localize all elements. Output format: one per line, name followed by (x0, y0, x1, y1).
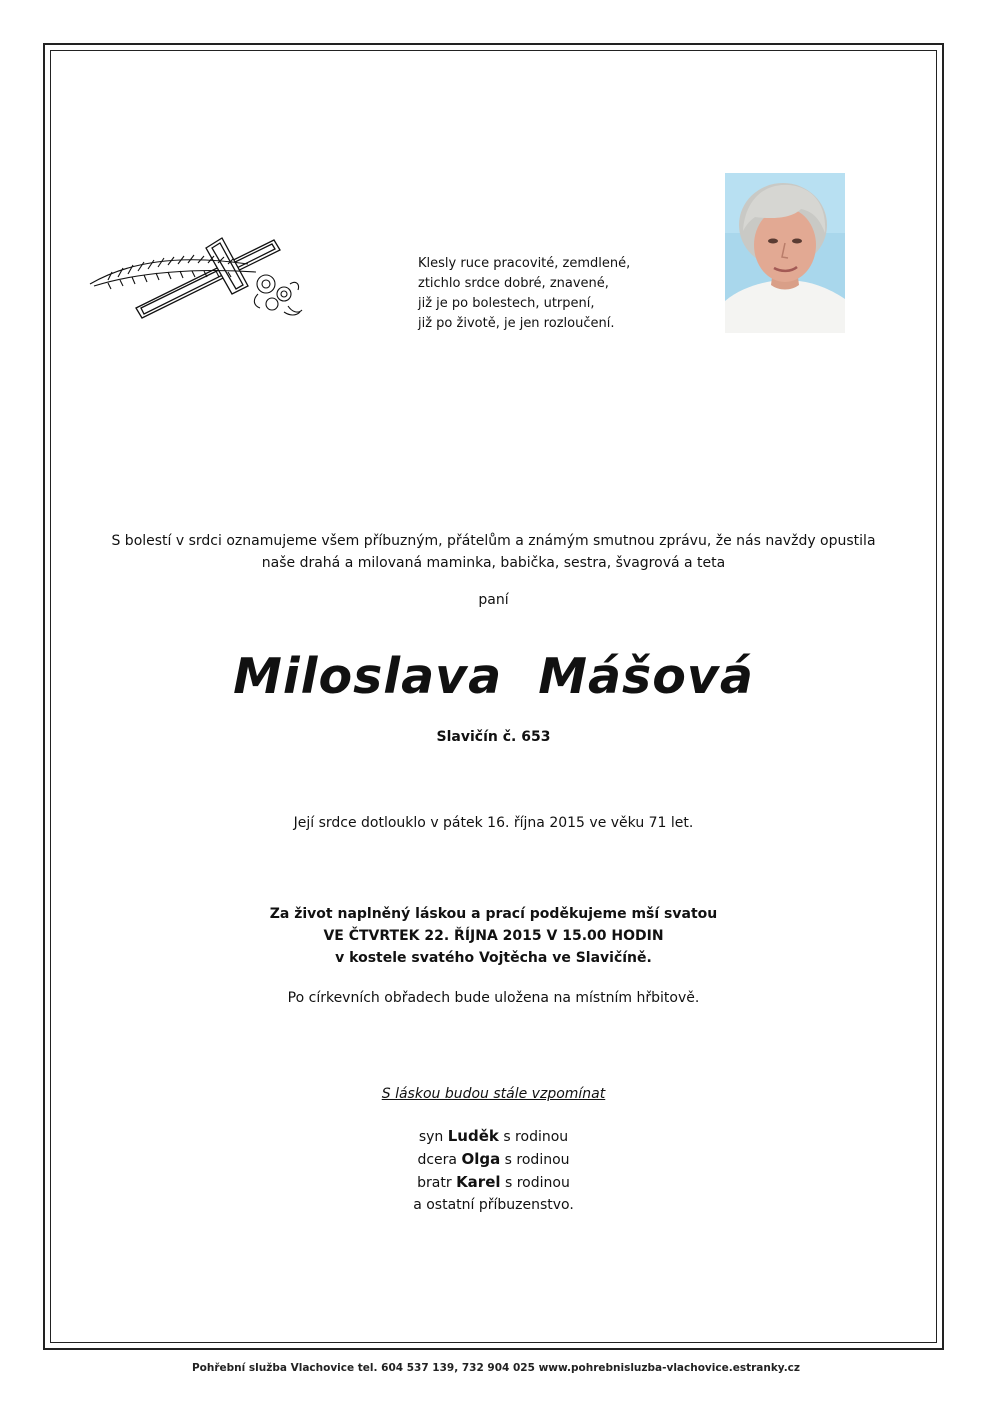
mourners-closing: a ostatní příbuzenstvo. (413, 1197, 574, 1213)
deceased-address: Slavičín č. 653 (436, 729, 551, 745)
mourner-name: Luděk (447, 1127, 499, 1145)
mourner-suffix: s rodinou (503, 1129, 569, 1145)
announcement-text (55, 530, 932, 574)
memory-heading: S láskou budou stále vzpomínat (381, 1086, 606, 1102)
funeral-line: v kostele svatého Vojtěcha ve Slavičíně. (335, 950, 652, 966)
mourner-relation: bratr (417, 1175, 452, 1191)
mourner-name: Olga (461, 1150, 501, 1168)
cross-with-palm-icon (88, 228, 310, 324)
portrait-photo (725, 173, 845, 333)
deceased-name: Miloslava Mášová (233, 648, 754, 705)
poem-line: již po životě, je jen rozloučení. (418, 316, 615, 331)
mourners-list (55, 1125, 932, 1216)
burial-notice: Po církevních obřadech bude uložena na místním hřbitově. (287, 990, 700, 1006)
mourner-suffix: s rodinou (504, 1175, 570, 1191)
memorial-poem (418, 254, 678, 334)
mourner-row (55, 1148, 932, 1171)
mourner-relation: syn (418, 1129, 444, 1145)
mourner-row (55, 1125, 932, 1148)
mourner-name: Karel (456, 1173, 501, 1191)
mourner-suffix: s rodinou (504, 1152, 570, 1168)
mourner-relation: dcera (417, 1152, 457, 1168)
funeral-line: VE ČTVRTEK 22. ŘÍJNA 2015 V 15.00 HODIN (323, 928, 664, 944)
funeral-details (55, 903, 932, 969)
poem-line: ztichlo srdce dobré, znavené, (418, 276, 609, 291)
announcement-line: S bolestí v srdci oznamujeme všem příbuzným, přátelům a známým smutnou zprávu, že nás navždy opustila (111, 533, 876, 549)
title-word: paní (478, 592, 509, 608)
funeral-line: Za život naplněný láskou a prací poděkujeme mší svatou (269, 906, 718, 922)
death-notice: Její srdce dotlouklo v pátek 16. října 2015 ve věku 71 let. (293, 815, 694, 831)
announcement-line: naše drahá a milovaná maminka, babička, sestra, švagrová a teta (261, 555, 726, 571)
poem-line: již je po bolestech, utrpení, (418, 296, 595, 311)
mourner-row (55, 1171, 932, 1194)
footer-contact: Pohřební služba Vlachovice tel. 604 537 139, 732 904 025 www.pohrebnisluzba-vlachovice.estranky.cz (191, 1362, 801, 1374)
poem-line: Klesly ruce pracovité, zemdlené, (418, 256, 631, 271)
